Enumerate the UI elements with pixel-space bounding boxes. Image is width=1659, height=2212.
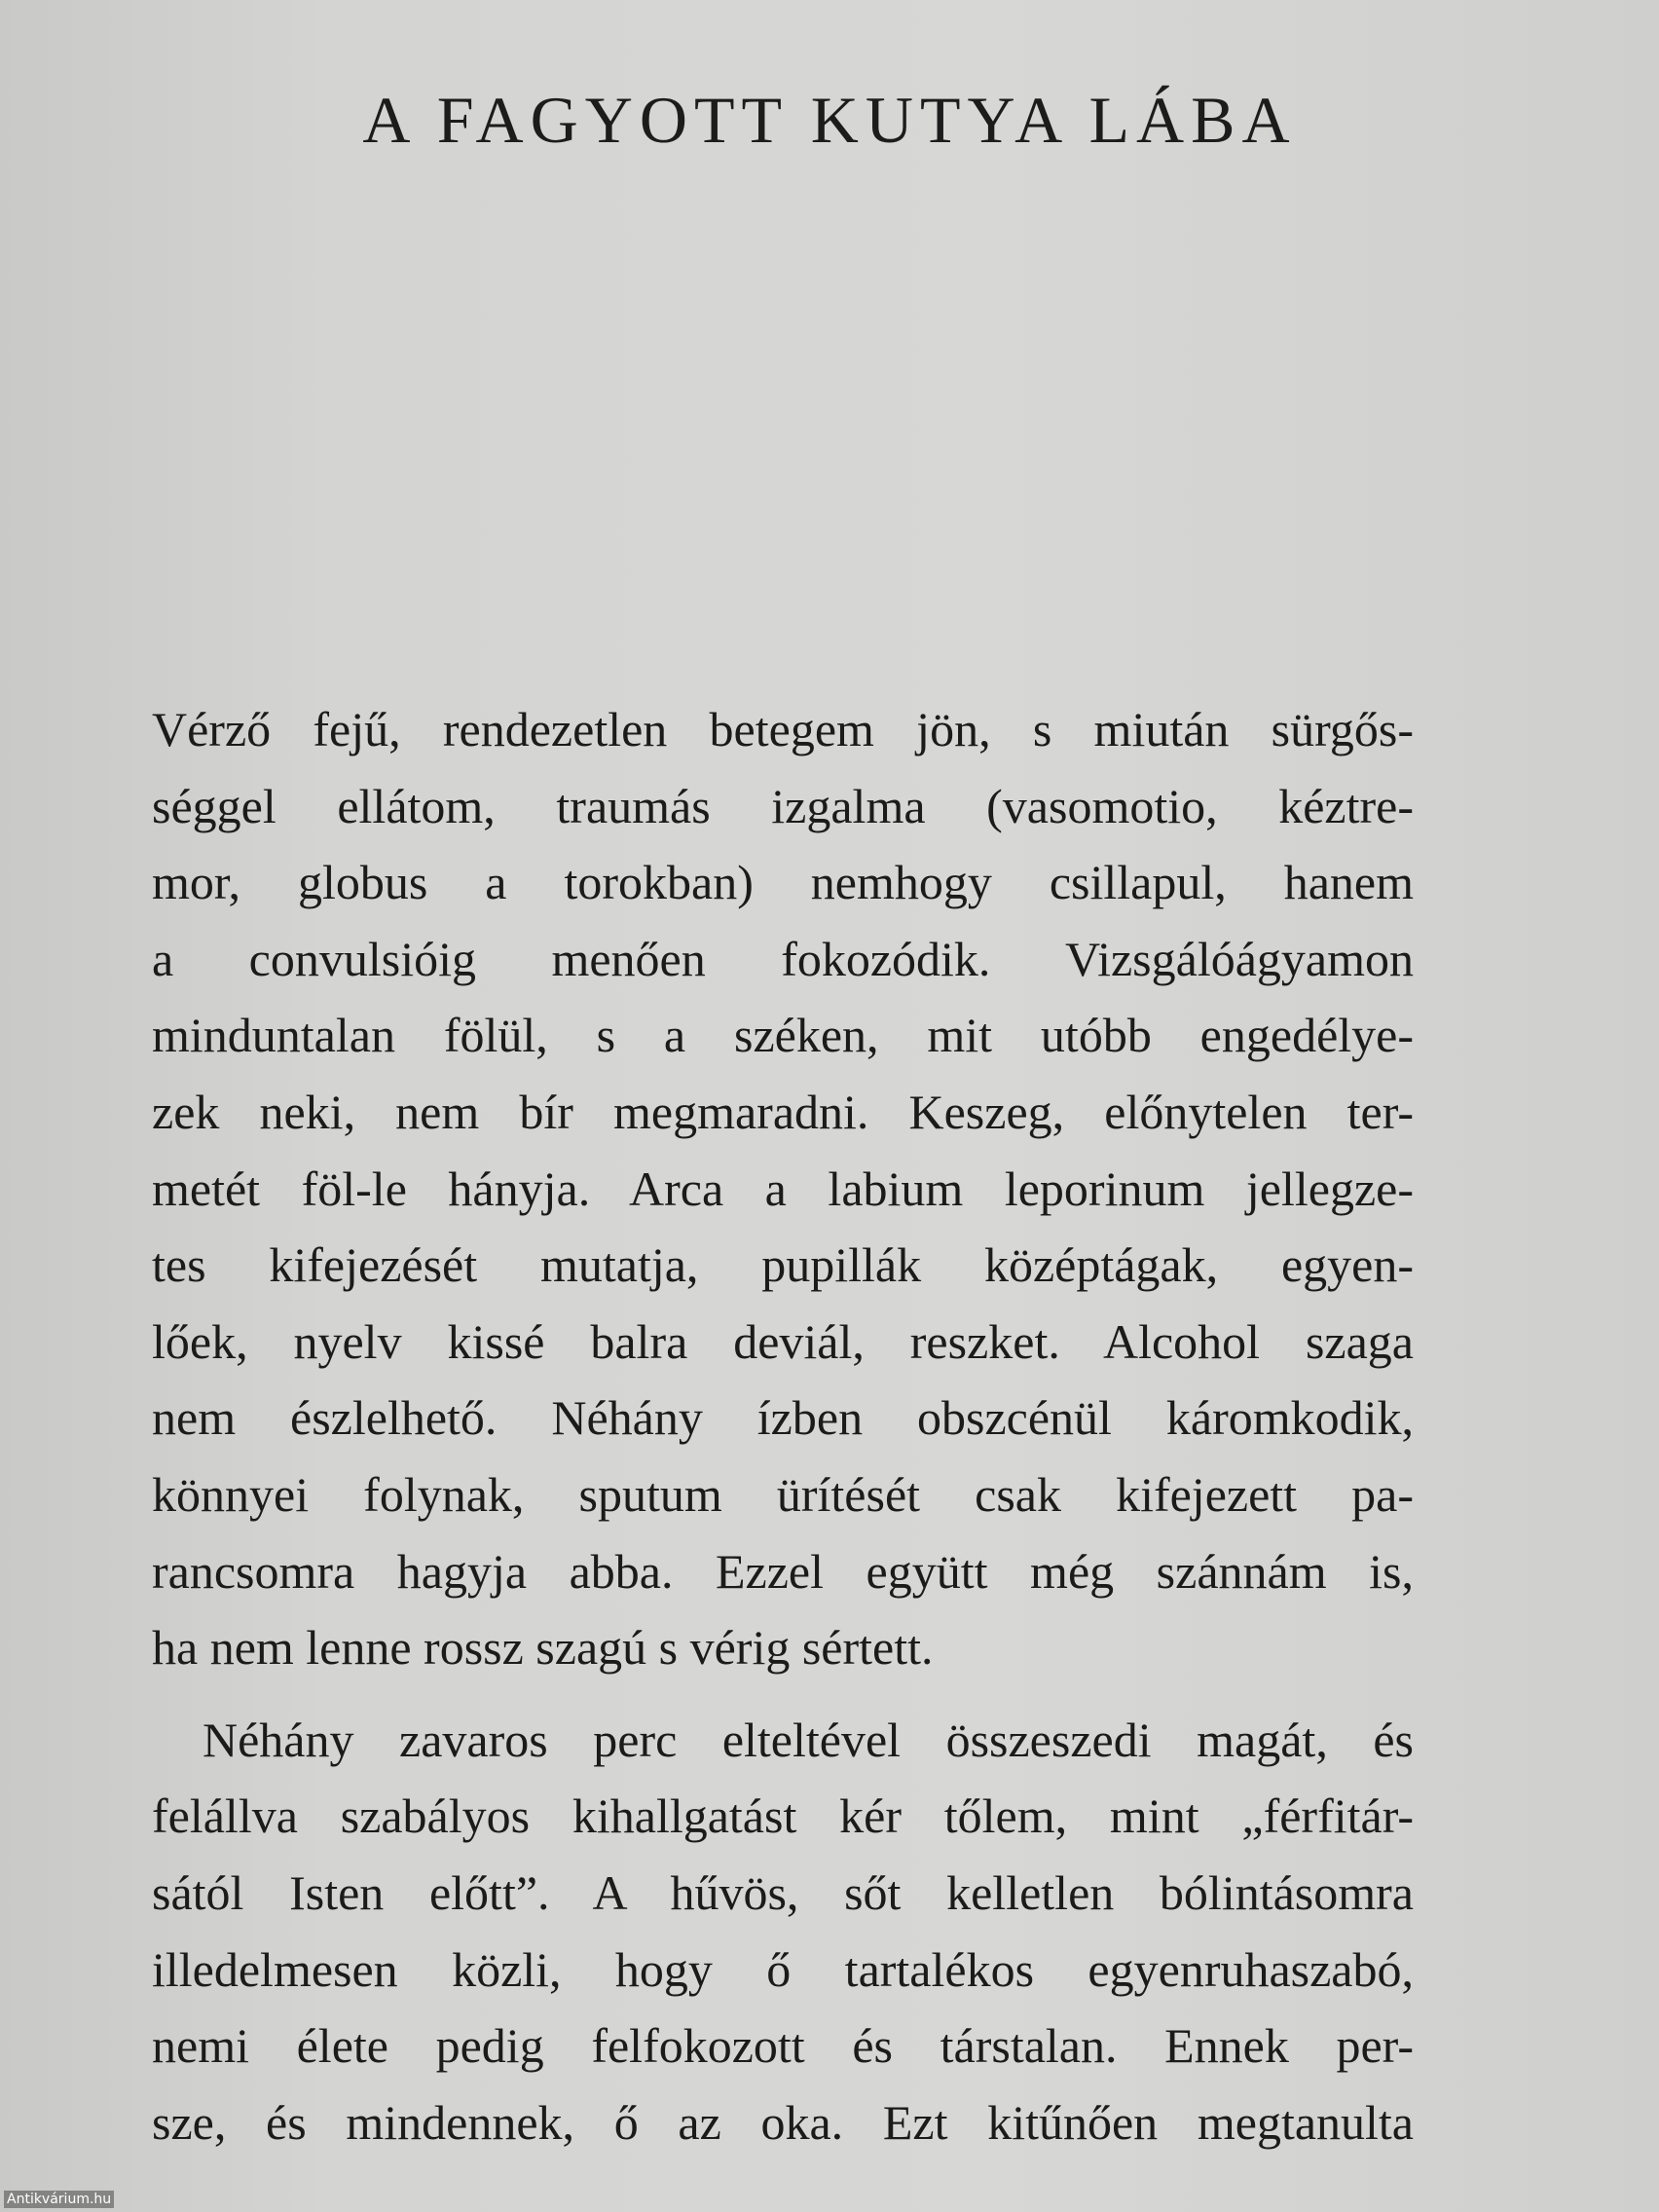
text-line: Néhány zavaros perc elteltével összeszedi magát, és xyxy=(203,1712,1414,1767)
paragraph-gap xyxy=(152,1686,1414,1702)
text-line: illedelmesen közli, hogy ő tartalékos egyenruhaszabó, xyxy=(152,1941,1414,1997)
text-line: rancsomra hagyja abba. Ezzel együtt még szánnám is, xyxy=(152,1543,1414,1599)
paragraph xyxy=(152,691,1414,1686)
text-line: nemi élete pedig felfokozott és társtalan. Ennek per- xyxy=(152,2018,1414,2074)
body-text xyxy=(152,691,1414,2160)
chapter-title: A FAGYOTT KUTYA LÁBA xyxy=(362,83,1297,157)
paragraph xyxy=(152,1702,1414,2161)
text-line: a convulsióig menően fokozódik. Vizsgálóágyamon xyxy=(152,931,1414,986)
text-line: sától Isten előtt”. A hűvös, sőt kelletlen bólintásomra xyxy=(152,1864,1414,1920)
site-watermark: Antikvárium.hu xyxy=(4,2191,114,2208)
text-line: zek neki, nem bír megmaradni. Keszeg, előnytelen ter- xyxy=(152,1084,1414,1139)
text-line: könnyei folynak, sputum ürítését csak kifejezett pa- xyxy=(152,1466,1414,1522)
text-line: metét föl-le hányja. Arca a labium leporinum jellegze- xyxy=(152,1161,1414,1216)
text-line: Vérző fejű, rendezetlen betegem jön, s miután sürgős- xyxy=(152,702,1414,756)
text-line: nem észlelhető. Néhány ízben obszcénül káromkodik, xyxy=(152,1390,1414,1446)
text-line: minduntalan fölül, s a széken, mit utóbb engedélye- xyxy=(152,1008,1414,1063)
text-line: lőek, nyelv kissé balra deviál, reszket. Alcohol szaga xyxy=(152,1313,1414,1369)
text-line: tes kifejezését mutatja, pupillák középtágak, egyen- xyxy=(152,1237,1414,1293)
bleed-through-shadow xyxy=(146,88,1431,672)
text-line: ha nem lenne rossz szagú s vérig sértett. xyxy=(152,1620,934,1676)
text-line: séggel ellátom, traumás izgalma (vasomotio, kéztre- xyxy=(152,778,1414,833)
text-line: mor, globus a torokban) nemhogy csillapul, hanem xyxy=(152,855,1414,910)
text-line: felállva szabályos kihallgatást kér tőlem, mint „férfitár- xyxy=(152,1788,1414,1844)
text-line: sze, és mindennek, ő az oka. Ezt kitűnően megtanulta xyxy=(152,2094,1414,2150)
